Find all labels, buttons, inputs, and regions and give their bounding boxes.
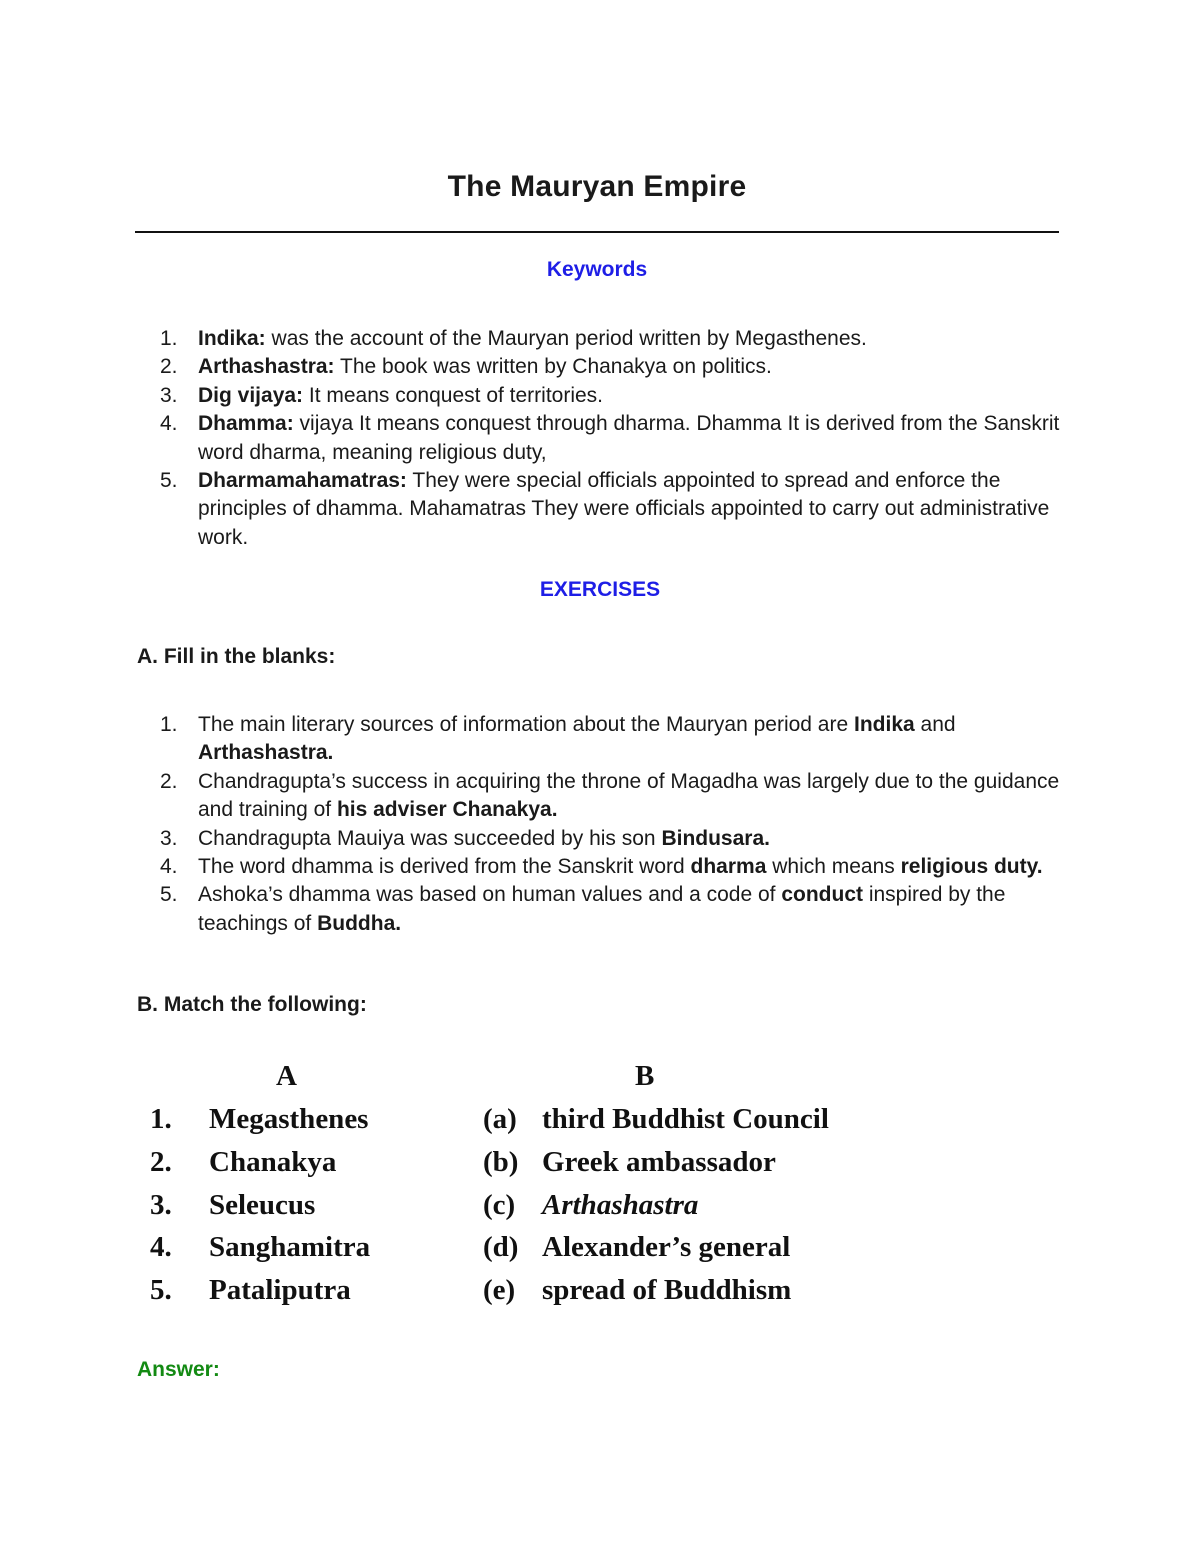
item-number: 5. xyxy=(160,883,178,907)
keyword-item xyxy=(160,353,1060,381)
row-number: 1. xyxy=(150,1103,172,1135)
column-b-item: Greek ambassador xyxy=(542,1146,776,1178)
fill-item xyxy=(160,711,1060,768)
row-number: 3. xyxy=(150,1189,172,1221)
keyword-definition: vijaya It means conquest through dharma. Dhamma It is derived from the Sanskrit word dharma, meaning religious duty, xyxy=(198,412,1060,464)
match-row xyxy=(0,1231,1200,1271)
answer-label: Answer: xyxy=(137,1358,220,1381)
keyword-item xyxy=(160,382,1060,410)
fill-blanks-heading: A. Fill in the blanks: xyxy=(137,645,336,668)
item-number: 4. xyxy=(160,855,178,879)
item-number: 3. xyxy=(160,826,178,850)
column-b-header: B xyxy=(635,1060,655,1092)
column-a-item: Pataliputra xyxy=(209,1274,351,1306)
fill-item xyxy=(160,768,1060,825)
item-number: 3. xyxy=(160,383,178,407)
row-letter: (b) xyxy=(483,1146,519,1178)
fill-answer: religious duty. xyxy=(900,855,1043,879)
item-number: 2. xyxy=(160,769,178,793)
fill-answer: conduct xyxy=(781,883,863,907)
column-b-item: third Buddhist Council xyxy=(542,1103,829,1135)
keyword-item xyxy=(160,410,1060,467)
keyword-item xyxy=(160,325,1060,353)
fill-blanks-list xyxy=(160,711,1060,938)
exercises-heading: EXERCISES xyxy=(539,578,661,601)
item-number: 1. xyxy=(160,327,178,350)
keyword-term: Arthashastra: xyxy=(198,355,335,379)
keyword-definition: They were special officials appointed to spread and enforce the principles of dhamma. Mahamatras They were officials appointed to carry out administrative work. xyxy=(198,469,1050,549)
fill-item xyxy=(160,853,1060,881)
match-row xyxy=(0,1189,1200,1229)
fill-answer: Buddha. xyxy=(317,911,402,935)
match-row xyxy=(0,1103,1200,1143)
item-number: 1. xyxy=(160,713,178,736)
keyword-term: Indika: xyxy=(198,327,266,350)
item-number: 2. xyxy=(160,355,178,379)
keyword-definition: It means conquest of territories. xyxy=(303,383,604,407)
column-a-header: A xyxy=(276,1060,297,1092)
column-b-item: spread of Buddhism xyxy=(542,1274,792,1306)
fill-answer: his adviser Chanakya. xyxy=(336,798,558,822)
fill-text: The word dhamma is derived from the Sanskrit word xyxy=(198,855,691,879)
column-a-item: Seleucus xyxy=(209,1189,316,1221)
column-a-item: Megasthenes xyxy=(209,1103,369,1135)
row-letter: (c) xyxy=(483,1189,516,1221)
fill-text: inspired by the teachings of xyxy=(198,883,1006,935)
fill-text: Ashoka’s dhamma was based on human values and a code of xyxy=(198,883,782,907)
row-number: 4. xyxy=(150,1231,172,1263)
keywords-list xyxy=(160,325,1060,552)
match-heading: B. Match the following: xyxy=(137,993,367,1016)
fill-text: The main literary sources of information about the Mauryan period are xyxy=(198,713,854,736)
fill-text: Chandragupta’s success in acquiring the throne of Magadha was largely due to the guidance and training of xyxy=(198,769,1060,822)
column-a-item: Chanakya xyxy=(209,1146,337,1178)
fill-text: which means xyxy=(766,855,901,879)
fill-item xyxy=(160,825,1060,853)
fill-item xyxy=(160,881,1060,938)
keyword-definition: The book was written by Chanakya on politics. xyxy=(334,355,772,379)
keyword-term: Dharmamahamatras: xyxy=(198,469,407,493)
fill-answer: Bindusara. xyxy=(661,826,770,850)
row-letter: (e) xyxy=(483,1274,516,1306)
row-letter: (a) xyxy=(483,1103,517,1135)
column-b-item: Alexander’s general xyxy=(542,1231,791,1263)
row-number: 5. xyxy=(150,1274,172,1306)
column-a-item: Sanghamitra xyxy=(209,1231,371,1263)
match-row xyxy=(0,1274,1200,1314)
title-divider xyxy=(135,231,1059,233)
row-number: 2. xyxy=(150,1146,172,1178)
match-table xyxy=(0,1060,1200,1320)
keyword-item xyxy=(160,467,1060,552)
keyword-term: Dhamma: xyxy=(198,412,294,436)
fill-text: and xyxy=(914,713,956,736)
fill-text: Chandragupta Mauiya was succeeded by his son xyxy=(198,826,662,850)
page-title: The Mauryan Empire xyxy=(447,170,747,203)
match-row xyxy=(0,1146,1200,1186)
item-number: 4. xyxy=(160,412,178,436)
keyword-term: Dig vijaya: xyxy=(198,383,304,407)
row-letter: (d) xyxy=(483,1231,519,1263)
fill-answer: Indika xyxy=(854,713,915,736)
fill-answer: dharma xyxy=(690,855,767,879)
keyword-definition: was the account of the Mauryan period written by Megasthenes. xyxy=(265,327,867,350)
keywords-heading: Keywords xyxy=(546,258,648,281)
column-b-item: Arthashastra xyxy=(542,1189,699,1221)
fill-answer: Arthashastra. xyxy=(198,741,334,765)
item-number: 5. xyxy=(160,469,178,493)
